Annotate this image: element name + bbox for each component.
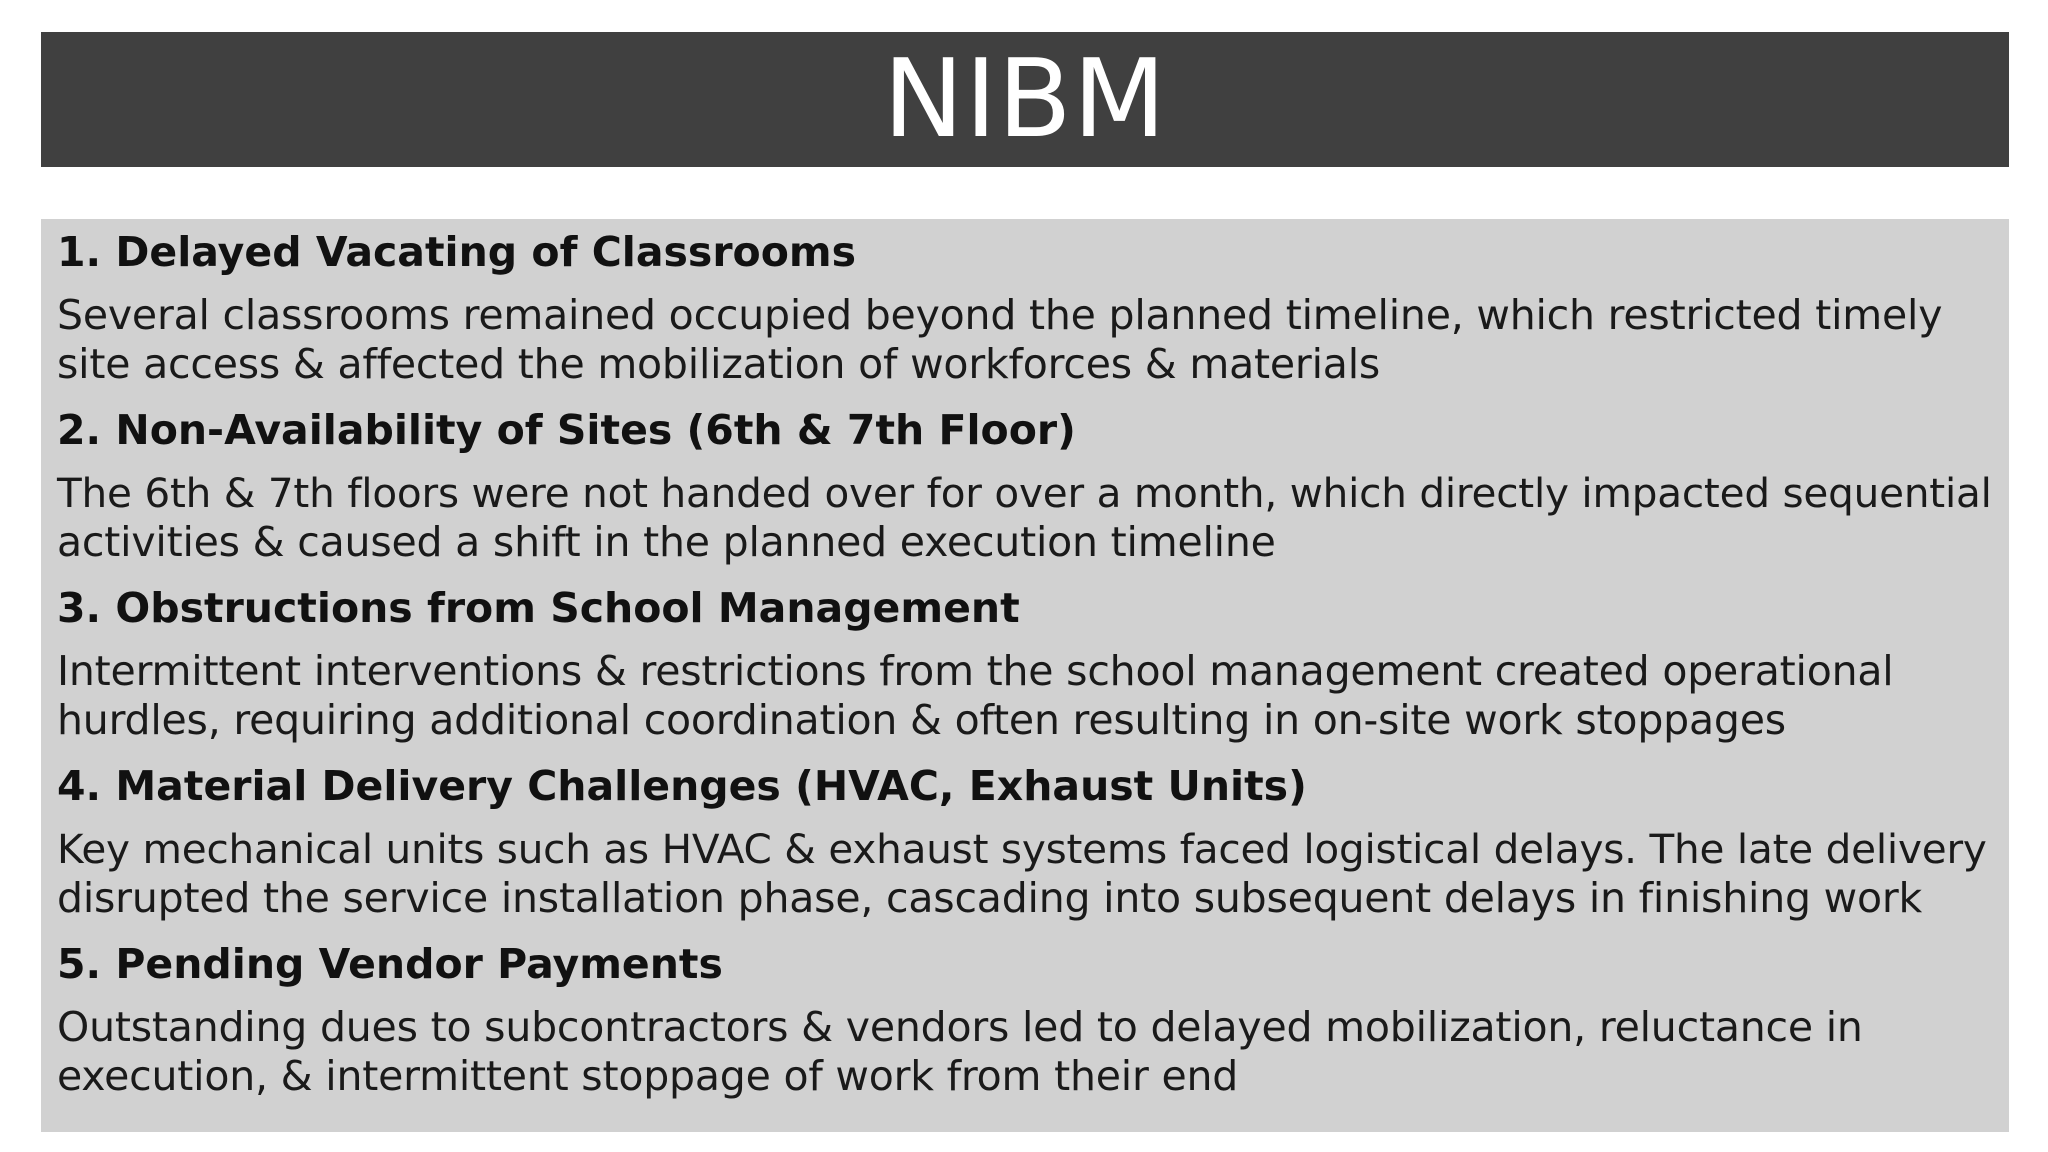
item-body-line: Outstanding dues to subcontractors & vendors led to delayed mobilization, reluctance in xyxy=(57,1003,1863,1051)
item-heading: 4. Material Delivery Challenges (HVAC, Exhaust Units) xyxy=(57,762,1307,810)
item-body-line: Intermittent interventions & restrictions from the school management created operational xyxy=(57,647,1894,695)
item-body xyxy=(57,291,1993,389)
title-bar xyxy=(41,32,2009,167)
item-body-line: Several classrooms remained occupied beyond the planned timeline, which restricted timely xyxy=(57,291,1943,339)
content-panel xyxy=(41,219,2009,1132)
item-body xyxy=(57,647,1993,745)
item-body-line: disrupted the service installation phase, cascading into subsequent delays in finishing work xyxy=(57,874,1923,922)
item-heading: 5. Pending Vendor Payments xyxy=(57,940,723,988)
item-body-line: site access & affected the mobilization of workforces & materials xyxy=(57,340,1381,388)
list-item xyxy=(57,221,1993,389)
slide-title: NIBM xyxy=(883,36,1167,162)
list-item xyxy=(57,755,1993,923)
item-body-line: activities & caused a shift in the planned execution timeline xyxy=(57,518,1276,566)
item-heading: 2. Non-Availability of Sites (6th & 7th Floor) xyxy=(57,406,1076,454)
item-body-line: execution, & intermittent stoppage of work from their end xyxy=(57,1052,1239,1100)
item-body-line: hurdles, requiring additional coordination & often resulting in on-site work stoppages xyxy=(57,696,1786,744)
list-item xyxy=(57,577,1993,745)
item-body xyxy=(57,825,1993,923)
item-heading: 1. Delayed Vacating of Classrooms xyxy=(57,228,856,276)
list-item xyxy=(57,933,1993,1101)
item-heading: 3. Obstructions from School Management xyxy=(57,584,1020,632)
item-body-line: Key mechanical units such as HVAC & exhaust systems faced logistical delays. The late delivery xyxy=(57,825,1987,873)
item-body-line: The 6th & 7th floors were not handed over for over a month, which directly impacted sequential xyxy=(57,469,1992,517)
item-body xyxy=(57,1003,1993,1101)
item-body xyxy=(57,469,1993,567)
list-item xyxy=(57,399,1993,567)
